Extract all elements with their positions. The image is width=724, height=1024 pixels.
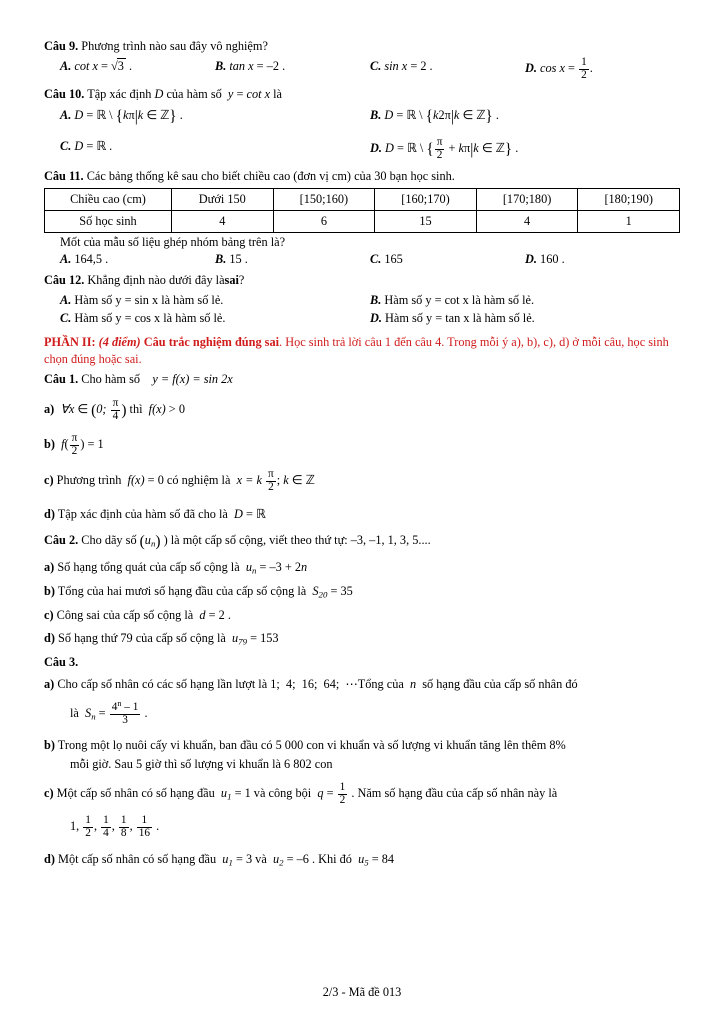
question-12-label: Câu 12. (44, 272, 85, 287)
question-11 (44, 168, 680, 269)
option-12-b-label: B. (370, 292, 382, 307)
question-10-text-b: của hàm số (166, 86, 222, 101)
part2-q3-item-b-text: Trong một lọ nuôi cấy vi khuẩn, ban đầu có 5 000 con vi khuẩn và số lượng vi khuẩn tăng lên thêm 8% (57, 738, 566, 753)
option-11-b-label: B. (215, 252, 227, 267)
option-10-c-label: C. (60, 138, 72, 153)
part2-q1-item-a: a) ∀x ∈ (0; $\frac{\pi}{4}$ ) thì f(x) > 0 (44, 396, 185, 422)
option-12-c-label: C. (60, 311, 72, 326)
table-row-label: Số học sinh (45, 211, 172, 233)
table-row (45, 211, 680, 233)
option-11-c-label: C. (370, 252, 382, 267)
part2-question-2: Câu 2. Cho dãy số $(u_n)$ ) là một cấp số cộng, viết theo thứ tự: –3, –1, 1, 3, 5.... (44, 533, 431, 551)
option-9-a[interactable]: A. cot x = √3 . (60, 58, 133, 73)
option-9-b[interactable]: B. tan x = –2 . (215, 58, 286, 73)
part2-heading (44, 334, 680, 368)
question-12-text-a: Khẳng định nào dưới đây là (87, 272, 225, 287)
question-12-text-bold: sai (224, 272, 239, 287)
table-cell-1: 6 (273, 211, 375, 233)
part2-q2-item-b-label: b) (44, 584, 55, 599)
question-11-stem (44, 168, 680, 185)
part2-q2-item-b: b) Tổng của hai mươi số hạng đầu của cấp số cộng là $S_{20} = 35$ (44, 584, 353, 600)
part2-q1-item-c-label: c) (44, 473, 54, 488)
part2-q3-item-a-label: a) (44, 676, 55, 691)
table-cell-0: 4 (172, 211, 274, 233)
table-header-4: [170;180) (476, 189, 578, 211)
table-row-header (45, 189, 680, 211)
part2-q2-item-d-label: d) (44, 631, 55, 646)
part2-q1-item-d-label: d) (44, 506, 55, 521)
table-cell-4: 1 (578, 211, 680, 233)
part2-q3-item-a: a) Cho cấp số nhân có các số hạng lần lượt là 1; 4; 16; 64; ⋯Tổng của n số hạng đầu của cấp số nhân đó là $S_n$ = $\frac{4^n - 1}{3}$ . (44, 676, 578, 726)
option-10-d-label: D. (370, 140, 382, 155)
page-footer: 2/3 - Mã đề 013 (322, 985, 402, 999)
option-9-b-label: B. (215, 58, 227, 73)
table-header-3: [160;170) (375, 189, 477, 211)
option-10-a[interactable]: A. D = ℝ \ {kπ|k ∈ ℤ} . (60, 107, 183, 125)
part2-q2-text-a: Cho dãy số (81, 533, 137, 548)
part2-q2-item-a: a) Số hạng tổng quát của cấp số cộng là $u_n = -3 + 2n$ (44, 559, 308, 576)
option-12-b-text: Hàm số y = cot x là hàm số lẻ. (384, 292, 535, 307)
option-9-a-label: A. (60, 58, 72, 73)
option-12-d[interactable] (370, 309, 680, 327)
option-11-a[interactable] (60, 250, 215, 268)
option-11-b-text: 15 . (229, 252, 248, 267)
question-10-options-row2 (60, 137, 680, 162)
statistics-table (44, 188, 680, 233)
option-12-c-text: Hàm số y = cos x là hàm số lẻ. (74, 311, 226, 326)
part2-q3-item-b-text2: mỗi giờ. Sau 5 giờ thì số lượng vi khuẩn là 6 802 con (70, 757, 333, 772)
part2-label: PHẦN II: (44, 334, 96, 349)
part2-points: (4 điểm) (98, 334, 141, 349)
table-header-0: Chiều cao (cm) (45, 189, 172, 211)
option-11-b[interactable] (215, 250, 370, 268)
part2-q1-item-c: c) Phương trình f(x) = 0 có nghiệm là x = k $\frac{\pi}{2}$ ; k ∈ ℤ (44, 468, 315, 494)
question-12-options-row1 (60, 291, 680, 309)
table-header-2: [150;160) (273, 189, 375, 211)
part2-q3-item-b (44, 736, 680, 774)
table-cell-2: 15 (375, 211, 477, 233)
option-10-b[interactable]: B. D = ℝ \ {k2π|k ∈ ℤ} . (370, 107, 499, 125)
option-12-a-text: Hàm số y = sin x là hàm số lẻ. (74, 292, 224, 307)
part2-q1-item-b-label: b) (44, 437, 55, 452)
option-11-d-text: 160 . (540, 252, 565, 267)
question-10-text-a: Tập xác định (87, 86, 152, 101)
part2-q1-text: Cho hàm số (81, 371, 141, 386)
option-10-a-label: A. (60, 107, 72, 122)
question-10-label: Câu 10. (44, 86, 85, 101)
part2-q3-item-c-label: c) (44, 786, 54, 801)
part2-q3-item-d: d) Một cấp số nhân có số hạng đầu $u_1 = 3$ và $u_2 = -6$ . Khi đó $u_5 = 84$ (44, 851, 395, 868)
question-11-label: Câu 11. (44, 168, 84, 183)
part2-q1-item-a-label: a) (44, 401, 55, 416)
part2-q2-item-c: c) Công sai của cấp số cộng là d = 2 . (44, 608, 231, 623)
part2-q2-label: Câu 2. (44, 533, 79, 548)
part2-q1-item-b: b) f( $\frac{\pi}{2}$ ) = 1 (44, 432, 104, 458)
question-9-stem (44, 38, 680, 55)
option-11-d[interactable] (525, 250, 680, 268)
part2-q2-item-c-label: c) (44, 608, 54, 623)
part2-q3-item-b-label: b) (44, 738, 55, 753)
option-12-d-label: D. (370, 311, 382, 326)
question-10-options-row1 (60, 105, 680, 128)
table-header-1: Dưới 150 (172, 189, 274, 211)
part2-q3-item-d-label: d) (44, 851, 55, 866)
question-10-var: D (154, 86, 164, 101)
option-11-c-text: 165 (384, 252, 403, 267)
part2-title: Câu trắc nghiệm đúng sai (143, 334, 280, 349)
question-9-text: Phương trình nào sau đây vô nghiệm? (81, 39, 268, 53)
option-12-d-text: Hàm số y = tan x là hàm số lẻ. (385, 311, 535, 326)
part2-q2-item-d: d) Số hạng thứ 79 của cấp số cộng là $u_{79} = 153$ (44, 631, 279, 647)
question-9-label: Câu 9. (44, 39, 79, 53)
part2-instructions: . Học sinh trả lời câu 1 đến câu 4. Trong mỗi ý a), b), c), d) ở mỗi câu, học sinh chọn đúng hoặc sai. (44, 334, 669, 366)
option-11-a-text: 164,5 . (74, 252, 109, 267)
option-12-a[interactable] (60, 291, 370, 309)
option-11-c[interactable] (370, 250, 525, 268)
part2-q2-item-a-label: a) (44, 559, 55, 574)
option-11-a-label: A. (60, 252, 72, 267)
part2-q2-text-b: ) là một cấp số cộng, viết theo thứ tự: –3, –1, 1, 3, 5.... (163, 533, 431, 548)
part2-question-1: Câu 1. Cho hàm số y = f(x) = sin 2x (44, 371, 233, 386)
part2-q3-label: Câu 3. (44, 655, 79, 670)
question-11-subquestion: Mốt của mẫu số liệu ghép nhóm bảng trên là? (60, 235, 286, 250)
option-9-c[interactable]: C. sin x = 2 . (370, 58, 433, 73)
question-12-stem (44, 272, 680, 289)
question-10-text-c: là (273, 86, 282, 101)
question-12-options-row2 (60, 309, 680, 327)
option-10-d[interactable]: D. D = ℝ \ { $\frac{\pi}{2}$ + kπ|k ∈ ℤ} . (370, 135, 519, 161)
part2-q1-label: Câu 1. (44, 371, 79, 386)
option-12-a-label: A. (60, 292, 72, 307)
option-9-d-label: D. (525, 60, 537, 75)
option-12-c[interactable] (60, 309, 370, 327)
question-10-stem: Câu 10. Tập xác định D của hàm số y = cot x là (44, 86, 282, 101)
question-12 (44, 272, 680, 328)
option-10-c[interactable]: C. D = ℝ . (60, 138, 113, 153)
question-11-text: Các bảng thống kê sau cho biết chiều cao (đơn vị cm) của 30 bạn học sinh. (86, 168, 455, 183)
part2-q3-item-c: c) Một cấp số nhân có số hạng đầu $u_1 = 1$ và công bội q = $\frac{1}{2}$ . Năm số hạng đầu của cấp số nhân này là 1, $\frac{1}{2}$ , $\frac{1}{4}$ , $\frac{1}{8}$ , $\frac{1}{16}$ . (44, 781, 558, 840)
question-10 (44, 86, 680, 162)
option-11-d-label: D. (525, 252, 537, 267)
part2-question-3 (44, 653, 680, 672)
question-11-options (60, 250, 680, 268)
question-9 (44, 38, 680, 82)
part2-q1-item-d: d) Tập xác định của hàm số đã cho là D = ℝ (44, 506, 266, 521)
question-12-text-b: ? (238, 272, 245, 287)
table-header-5: [180;190) (578, 189, 680, 211)
option-9-d[interactable]: D. cos x = $\frac{1}{2}$ . (525, 55, 593, 81)
option-9-c-label: C. (370, 58, 382, 73)
question-9-options (60, 57, 680, 82)
option-10-b-label: B. (370, 107, 382, 122)
table-cell-3: 4 (476, 211, 578, 233)
option-12-b[interactable] (370, 291, 680, 309)
